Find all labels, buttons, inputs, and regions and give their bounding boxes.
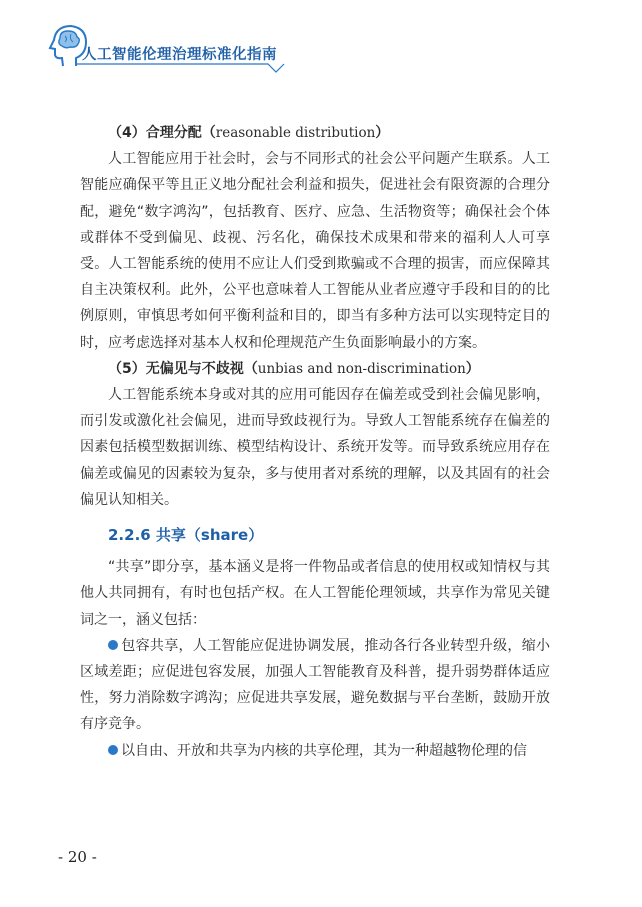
subhead-english: unbias and non-discrimination (257, 360, 466, 377)
section-heading-share: 2.2.6 共享（share） (108, 526, 264, 545)
bullet-item (80, 738, 550, 764)
subsection-heading-5 (80, 356, 550, 382)
paragraph-share-intro: “共享”即分享，基本涵义是将一件物品或者信息的使用权或知情权与其他人共同拥有，有时也包括产权。在人工智能伦理领域，共享作为常见关键词之一，涵义包括： (80, 559, 550, 628)
bullet-dot-icon (108, 745, 118, 755)
page-number: - 20 - (58, 848, 97, 866)
subhead-close: ） (465, 360, 480, 377)
paragraph-fair-distribution: 人工智能应用于社会时，会与不同形式的社会公平问题产生联系。人工智能应确保平等且正义地分配社会利益和损失，促进社会有限资源的合理分配，避免“数字鸿沟”，包括教育、医疗、应急、生活物资等；确保社会个体或群体不受到偏见、歧视、污名化，确保技术成果和带来的福利人人可享受。人工智能系统的使用不应让人们受到欺骗或不合理的损害，而应保障其自主决策权利。此外，公平也意味着人工智能从业者应遵守手段和目的的比例原则，审慎思考如何平衡利益和目的，即当有多种方法可以实现特定目的时，应考虑选择对基本人权和伦理规范产生负面影响最小的方案。 (80, 151, 550, 351)
page-body (80, 120, 550, 764)
subhead-label: （4）合理分配（ (108, 125, 216, 141)
subhead-english: reasonable distribution (215, 125, 376, 141)
bullet-dot-icon (108, 640, 118, 650)
paragraph-unbias: 人工智能系统本身或对其的应用可能因存在偏差或受到社会偏见影响，而引发或激化社会偏见，进而导致歧视行为。导致人工智能系统存在偏差的因素包括模型数据训练、模型结构设计、系统开发等。而导致系统应用存在偏差或偏见的因素较为复杂，多与使用者对系统的理解，以及其固有的社会偏见认知相关。 (80, 387, 550, 508)
header-title: 人工智能伦理治理标准化指南 (82, 47, 277, 63)
bullet-text: 包容共享，人工智能应促进协调发展，推动各行各业转型升级，缩小区域差距；应促进包容发展，加强人工智能教育及科普，提升弱势群体适应性，努力消除数字鸿沟；应促进共享发展，避免数据与平台垄断，鼓励开放有序竞争。 (80, 637, 550, 733)
bullet-item (80, 633, 550, 738)
subhead-label: （5）无偏见与不歧视（ (108, 360, 258, 377)
subhead-close: ） (375, 125, 390, 141)
bullet-text: 以自由、开放和共享为内核的共享伦理，其为一种超越物伦理的信 (121, 742, 527, 759)
header-underline (76, 60, 286, 74)
subsection-heading-4 (80, 120, 550, 146)
